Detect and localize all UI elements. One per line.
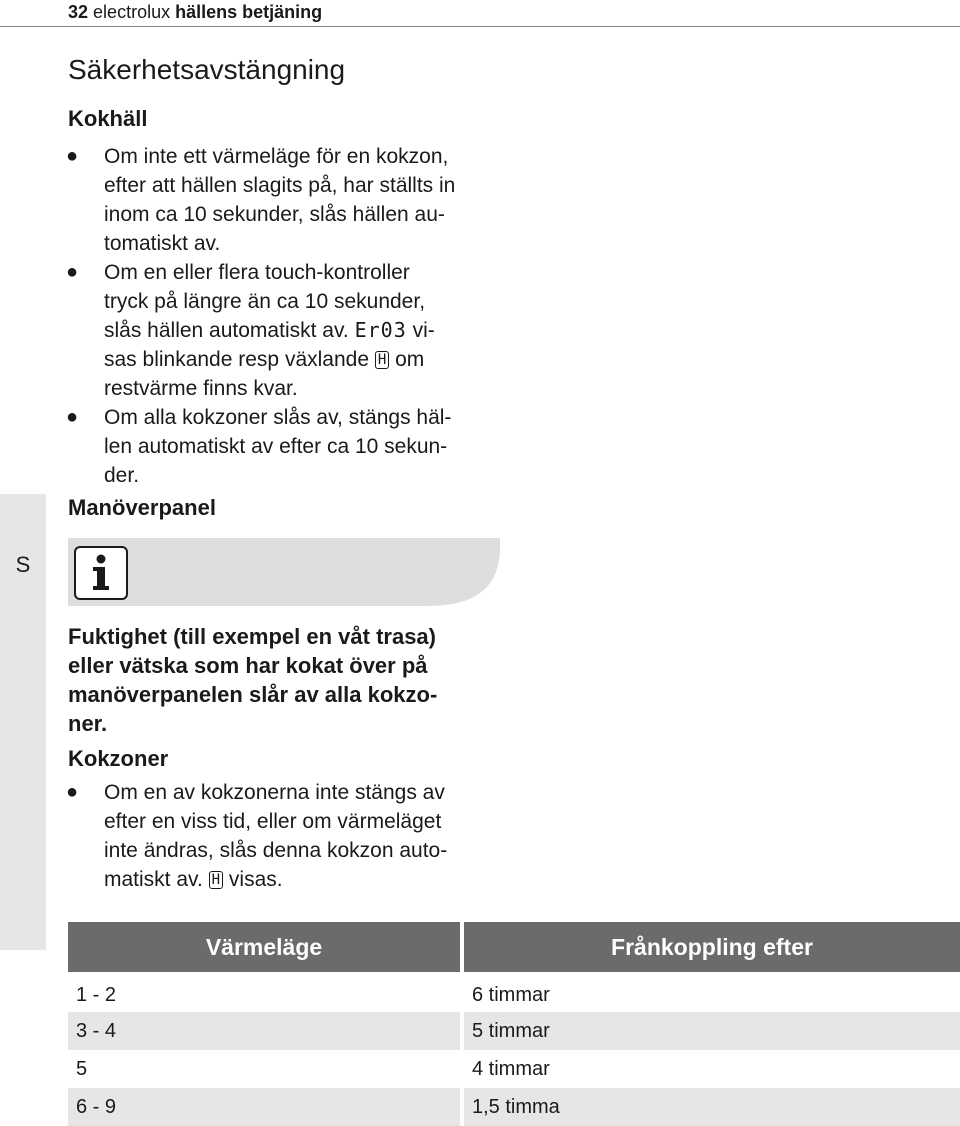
kokhall-item-1: Om inte ett värmeläge för en kokzon, efter att hällen slagits på, har ställts in inom ca 10 sekunder, slås hällen au- tomatiskt av. (104, 145, 456, 255)
moisture-warning-note: Fuktighet (till exempel en våt trasa) eller vätska som har kokat över på manöverpanelen slår av alla kokzo- ner. (68, 624, 438, 736)
table-header-heat-level: Värmeläge (68, 922, 460, 972)
table-row (68, 1050, 960, 1088)
table-header-shutoff-after: Frånkoppling efter (464, 922, 960, 972)
text-span: Om en av kokzonerna inte stängs av efter en viss tid, eller om värmeläget inte ändras, slås denna kokzon auto- matiskt av. (104, 781, 448, 891)
table-cell: 4 timmar (472, 1058, 550, 1080)
table-cell: 5 timmar (472, 1020, 550, 1042)
table-cell: 1 - 2 (76, 984, 117, 1006)
text-span: sas blinkande resp växlande (104, 348, 375, 371)
kokhall-heading: Kokhäll (68, 106, 148, 131)
page-title: Säkerhetsavstängning (68, 54, 346, 85)
bullet-dot: ● (66, 781, 79, 803)
table-cell: 1,5 timma (472, 1096, 560, 1118)
kokzoner-heading: Kokzoner (68, 746, 169, 771)
text-span: vi- (406, 319, 435, 342)
manoverpanel-heading: Manöverpanel (68, 495, 216, 520)
kokhall-item-2-line-5: restvärme finns kvar. (104, 377, 298, 400)
kokhall-item-2 (104, 258, 504, 403)
column-divider (460, 1088, 464, 1126)
table-row (68, 976, 960, 1014)
text-span: visas. (223, 868, 283, 891)
table-cell: 5 (76, 1058, 88, 1080)
kokhall-item-3: Om alla kokzoner slås av, stängs häl- len automatiskt av efter ca 10 sekun- der. (104, 406, 452, 487)
table-cell: 6 timmar (472, 984, 550, 1006)
table-cell: 3 - 4 (76, 1020, 117, 1042)
column-divider (460, 1012, 464, 1050)
language-tab-letter: S (15, 552, 31, 577)
residual-heat-icon: H (375, 351, 389, 369)
page-header (68, 0, 322, 24)
error-code-display: Er03 (354, 318, 407, 342)
table-row (68, 1012, 960, 1050)
table-cell: 6 - 9 (76, 1096, 117, 1118)
bullet-dot: ● (66, 261, 79, 283)
residual-heat-icon: H (209, 871, 223, 889)
page-number: 32 (68, 2, 89, 22)
table-row (68, 1088, 960, 1126)
text-span: slås hällen automatiskt av. (104, 319, 355, 342)
brand-name: electrolux (93, 2, 171, 22)
header-section: hällens betjäning (175, 2, 323, 22)
bullet-dot: ● (66, 145, 79, 167)
bullet-dot: ● (66, 406, 79, 428)
kokhall-item-2-line-1: Om en eller flera touch-kontroller (104, 261, 410, 284)
header-divider (0, 26, 960, 27)
kokhall-item-2-line-4 (104, 345, 504, 374)
kokhall-item-2-line-3 (104, 316, 504, 345)
kokhall-item-2-line-2: tryck på längre än ca 10 sekunder, (104, 290, 426, 313)
info-icon (74, 546, 128, 600)
text-span: om (389, 348, 425, 371)
info-band (68, 538, 500, 606)
kokzoner-item (104, 778, 504, 894)
